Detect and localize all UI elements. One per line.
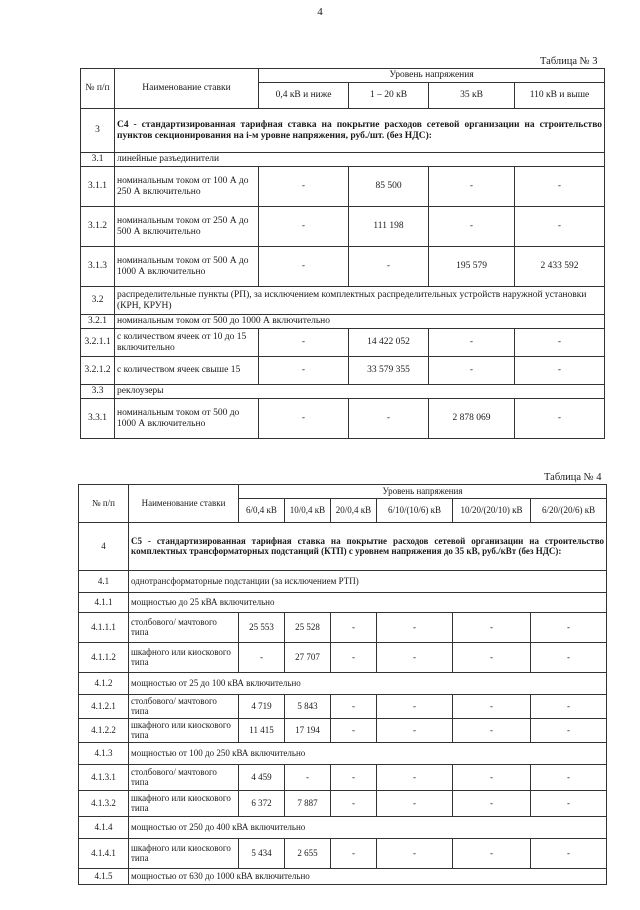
t4-level-2: 20/0,4 кВ xyxy=(331,498,377,522)
rate-value: - xyxy=(377,612,453,642)
table-row xyxy=(81,207,605,247)
row-title: С5 - стандартизированная тарифная ставка на покрытие расходов сетевой организации на строительство комплектных трансформаторных подстанций (КТП) с уровнем напряжения до 35 кВ, руб./кВт (без НДС): xyxy=(129,522,607,570)
rate-value: - xyxy=(515,167,605,207)
rate-value: - xyxy=(453,642,531,672)
rate-value: - xyxy=(377,838,453,868)
t4-header-num: № п/п xyxy=(79,485,129,523)
rate-value: - xyxy=(377,764,453,790)
table-row xyxy=(81,315,605,329)
rate-value: - xyxy=(331,764,377,790)
row-name: столбового/ мачтового типа xyxy=(129,764,239,790)
row-name: шкафного или киоскового типа xyxy=(129,790,239,816)
row-number: 3.2.1.1 xyxy=(81,329,115,357)
row-number: 3.1.3 xyxy=(81,247,115,287)
rate-value: - xyxy=(331,612,377,642)
t4-level-5: 6/20/(20/6) кВ xyxy=(531,498,607,522)
row-name: с количеством ячеек от 10 до 15 включительно xyxy=(115,329,259,357)
row-number: 3 xyxy=(81,109,115,153)
row-number: 3.1 xyxy=(81,153,115,167)
rate-value: - xyxy=(349,399,429,439)
rate-value: 5 843 xyxy=(285,694,331,718)
rate-value: - xyxy=(531,642,607,672)
table-row xyxy=(81,329,605,357)
row-number: 4.1.1.2 xyxy=(79,642,129,672)
table-row xyxy=(79,868,607,884)
rate-value: - xyxy=(515,399,605,439)
row-number: 4.1 xyxy=(79,570,129,592)
t4-header-level: Уровень напряжения xyxy=(239,485,607,499)
rate-value: 5 434 xyxy=(239,838,285,868)
table-row xyxy=(79,642,607,672)
rate-value: 17 194 xyxy=(285,718,331,742)
table4-caption: Таблица № 4 xyxy=(544,472,602,483)
row-number: 4.1.2.2 xyxy=(79,718,129,742)
row-name: номинальным током от 100 А до 250 А включительно xyxy=(115,167,259,207)
row-number: 3.3 xyxy=(81,385,115,399)
rate-value: - xyxy=(259,207,349,247)
table-row xyxy=(79,790,607,816)
rate-value: - xyxy=(331,838,377,868)
rate-value: 25 553 xyxy=(239,612,285,642)
table-4 xyxy=(78,484,607,885)
row-number: 4.1.3.1 xyxy=(79,764,129,790)
rate-value: 111 198 xyxy=(349,207,429,247)
rate-value: - xyxy=(453,694,531,718)
row-title: мощностью до 25 кВА включительно xyxy=(129,592,607,612)
row-number: 3.2 xyxy=(81,287,115,315)
row-title: мощностью от 25 до 100 кВА включительно xyxy=(129,672,607,694)
rate-value: - xyxy=(285,764,331,790)
table-row xyxy=(79,694,607,718)
rate-value: - xyxy=(453,718,531,742)
rate-value: 27 707 xyxy=(285,642,331,672)
row-title: линейные разъединители xyxy=(115,153,605,167)
rate-value: - xyxy=(259,167,349,207)
row-number: 4.1.4.1 xyxy=(79,838,129,868)
rate-value: 2 878 069 xyxy=(429,399,515,439)
row-name: номинальным током от 250 А до 500 А включительно xyxy=(115,207,259,247)
rate-value: 2 433 592 xyxy=(515,247,605,287)
rate-value: - xyxy=(531,694,607,718)
rate-value: - xyxy=(331,642,377,672)
row-number: 4.1.3.2 xyxy=(79,790,129,816)
table-row xyxy=(81,153,605,167)
t4-level-4: 10/20/(20/10) кВ xyxy=(453,498,531,522)
t4-header-name: Наименование ставки xyxy=(129,485,239,523)
row-number: 3.1.1 xyxy=(81,167,115,207)
table-row xyxy=(81,357,605,385)
rate-value: - xyxy=(531,718,607,742)
t3-header-name: Наименование ставки xyxy=(115,69,259,109)
rate-value: 85 500 xyxy=(349,167,429,207)
table-row xyxy=(79,522,607,570)
row-name: шкафного или киоскового типа xyxy=(129,642,239,672)
rate-value: - xyxy=(259,329,349,357)
rate-value: 33 579 355 xyxy=(349,357,429,385)
rate-value: - xyxy=(331,694,377,718)
table-row xyxy=(81,399,605,439)
table-row xyxy=(81,385,605,399)
rate-value: - xyxy=(515,207,605,247)
rate-value: - xyxy=(331,718,377,742)
rate-value: - xyxy=(429,357,515,385)
t4-level-1: 10/0,4 кВ xyxy=(285,498,331,522)
row-title: мощностью от 100 до 250 кВА включительно xyxy=(129,742,607,764)
row-number: 4.1.2 xyxy=(79,672,129,694)
rate-value: - xyxy=(531,764,607,790)
rate-value: - xyxy=(453,612,531,642)
t3-level-0: 0,4 кВ и ниже xyxy=(259,83,349,109)
rate-value: - xyxy=(331,790,377,816)
row-number: 4.1.1 xyxy=(79,592,129,612)
table3-caption: Таблица № 3 xyxy=(540,56,598,67)
rate-value: - xyxy=(531,790,607,816)
row-number: 3.1.2 xyxy=(81,207,115,247)
rate-value: - xyxy=(429,167,515,207)
rate-value: - xyxy=(259,247,349,287)
row-title: распределительные пункты (РП), за исключением комплектных распределительных устройств наружной установки (КРН, КРУН) xyxy=(115,287,605,315)
row-title: номинальным током от 500 до 1000 А включительно xyxy=(115,315,605,329)
row-title: мощностью от 630 до 1000 кВА включительно xyxy=(129,868,607,884)
table-row xyxy=(79,838,607,868)
row-number: 3.2.1.2 xyxy=(81,357,115,385)
t3-level-3: 110 кВ и выше xyxy=(515,83,605,109)
row-title: реклоузеры xyxy=(115,385,605,399)
row-name: с количеством ячеек свыше 15 xyxy=(115,357,259,385)
t4-level-0: 6/0,4 кВ xyxy=(239,498,285,522)
rate-value: - xyxy=(377,718,453,742)
rate-value: - xyxy=(515,329,605,357)
table-row xyxy=(79,742,607,764)
row-number: 3.3.1 xyxy=(81,399,115,439)
rate-value: 4 719 xyxy=(239,694,285,718)
rate-value: 195 579 xyxy=(429,247,515,287)
row-name: столбового/ мачтового типа xyxy=(129,612,239,642)
table-row xyxy=(81,247,605,287)
rate-value: 6 372 xyxy=(239,790,285,816)
table-row xyxy=(79,612,607,642)
table-3 xyxy=(80,68,605,439)
table-row xyxy=(79,718,607,742)
rate-value: 14 422 052 xyxy=(349,329,429,357)
table-row xyxy=(79,672,607,694)
rate-value: 11 415 xyxy=(239,718,285,742)
t3-header-num: № п/п xyxy=(81,69,115,109)
rate-value: - xyxy=(377,642,453,672)
rate-value: - xyxy=(259,399,349,439)
table-row xyxy=(81,167,605,207)
row-title: однотрансформаторные подстанции (за исключением РТП) xyxy=(129,570,607,592)
table-row xyxy=(79,592,607,612)
t3-header-level: Уровень напряжения xyxy=(259,69,605,83)
rate-value: - xyxy=(453,838,531,868)
row-number: 4.1.5 xyxy=(79,868,129,884)
table-row xyxy=(81,109,605,153)
rate-value: - xyxy=(239,642,285,672)
row-name: шкафного или киоскового типа xyxy=(129,838,239,868)
row-number: 4.1.2.1 xyxy=(79,694,129,718)
t3-level-1: 1 – 20 кВ xyxy=(349,83,429,109)
t3-level-2: 35 кВ xyxy=(429,83,515,109)
rate-value: - xyxy=(531,612,607,642)
t4-level-3: 6/10/(10/6) кВ xyxy=(377,498,453,522)
table-row xyxy=(81,287,605,315)
table-row xyxy=(79,570,607,592)
rate-value: - xyxy=(515,357,605,385)
rate-value: 2 655 xyxy=(285,838,331,868)
table-row xyxy=(79,816,607,838)
rate-value: - xyxy=(349,247,429,287)
rate-value: 25 528 xyxy=(285,612,331,642)
rate-value: - xyxy=(429,329,515,357)
page-number: 4 xyxy=(317,6,323,18)
row-title: С4 - стандартизированная тарифная ставка на покрытие расходов сетевой организации на строительство пунктов секционирования на i-м уровне напряжения, руб./шт. (без НДС): xyxy=(115,109,605,153)
row-name: шкафного или киоскового типа xyxy=(129,718,239,742)
row-title: мощностью от 250 до 400 кВА включительно xyxy=(129,816,607,838)
rate-value: - xyxy=(531,838,607,868)
row-name: столбового/ мачтового типа xyxy=(129,694,239,718)
rate-value: - xyxy=(377,694,453,718)
rate-value: - xyxy=(453,764,531,790)
rate-value: 4 459 xyxy=(239,764,285,790)
row-number: 4.1.4 xyxy=(79,816,129,838)
row-name: номинальным током от 500 А до 1000 А включительно xyxy=(115,247,259,287)
row-number: 4.1.3 xyxy=(79,742,129,764)
row-number: 3.2.1 xyxy=(81,315,115,329)
rate-value: - xyxy=(429,207,515,247)
rate-value: - xyxy=(453,790,531,816)
row-name: номинальным током от 500 до 1000 А включительно xyxy=(115,399,259,439)
row-number: 4.1.1.1 xyxy=(79,612,129,642)
row-number: 4 xyxy=(79,522,129,570)
table-row xyxy=(79,764,607,790)
rate-value: - xyxy=(377,790,453,816)
rate-value: 7 887 xyxy=(285,790,331,816)
rate-value: - xyxy=(259,357,349,385)
